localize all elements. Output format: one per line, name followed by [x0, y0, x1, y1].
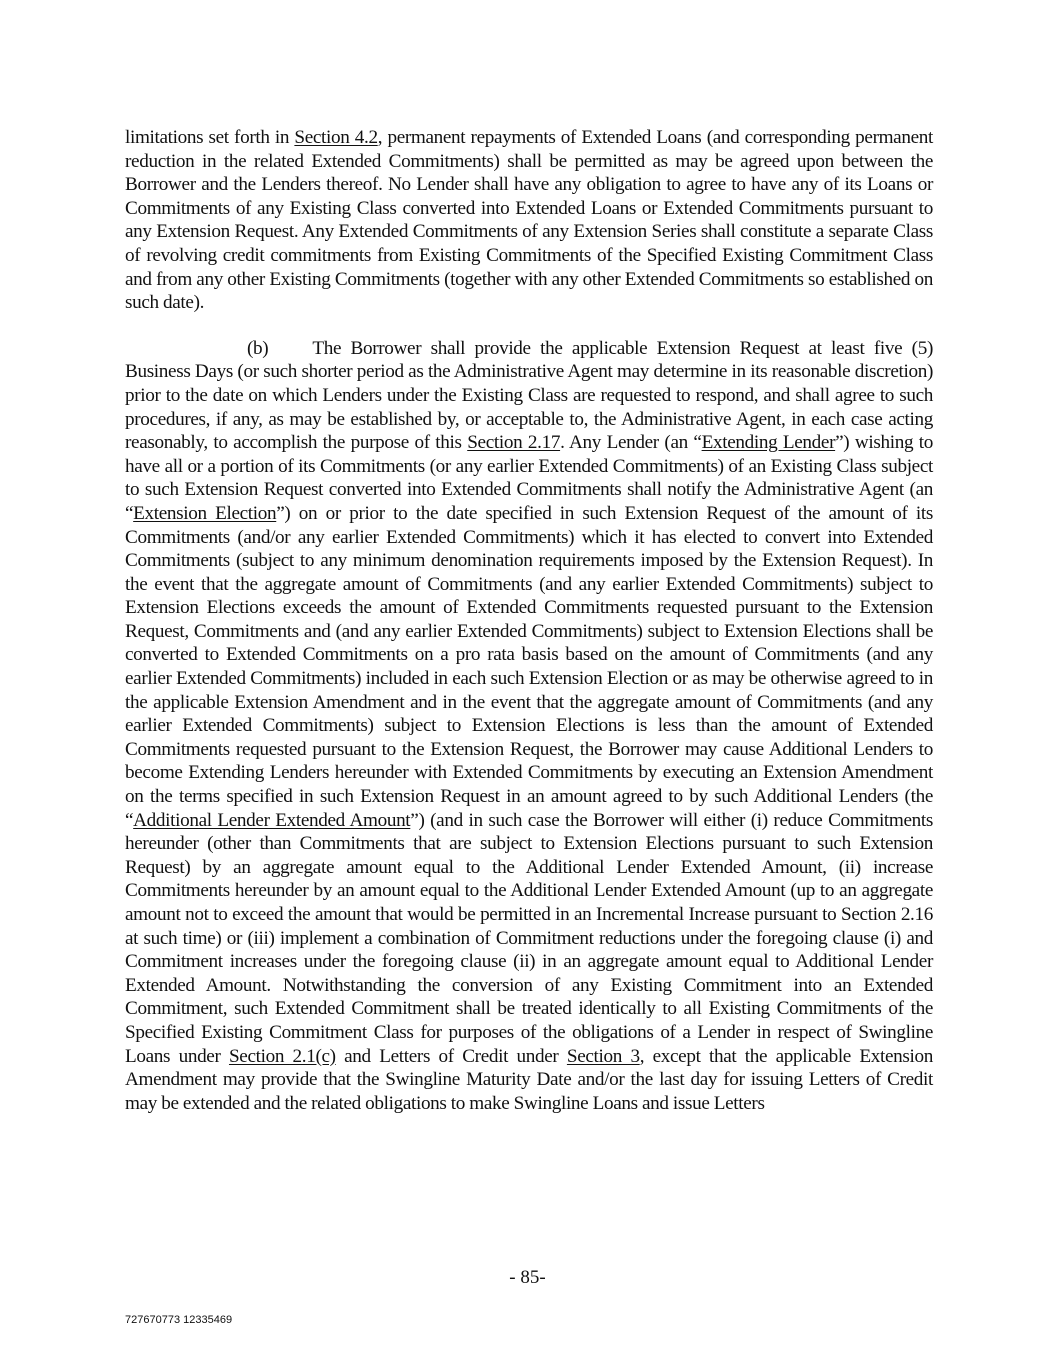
paragraph-text: , except that the applicable Extension Amendment may provide that the Swingline Maturity Date and/or the last day for issuing Letters of Credit may be extended and the related obligations to make Swingline Loans and issue Letters — [125, 1045, 934, 1114]
section-reference: Section 4.2 — [294, 127, 378, 148]
defined-term: Extending Lender — [701, 432, 836, 454]
paragraph-text: The Borrower shall provide the applicable Extension Request at least five (5) Business Days (or such shorter period as the Administrative Agent may determine in its reasonable discretion) prior to the date on which Lenders under the Existing Class are requested to respond, and shall agree to such procedures, if any, as may be established by, or acceptable to, the Administrative Agent, in each case acting reasonably, to accomplish the purpose of this — [125, 337, 933, 454]
paragraph-text: ”) on or prior to the date specified in such Extension Request of the amount of its Commitments (and/or any earlier Extended Commitments) which it has elected to convert into Extended Commitments (subject to any minimum denomination requirements imposed by the Extension Request). In the event that the aggregate amount of Commitments (and any earlier Extended Commitments) subject to Extension Elections exceeds the amount of Extended Commitments requested pursuant to the Extension Request, Commitments and (and any earlier Extended Commitments) subject to Extension Elections shall be converted to Extended Commitments on a pro rata basis based on the amount of Commitments (and any earlier Extended Commitments) included in each such Extension Election or as may be otherwise agreed to in the applicable Extension Amendment and in the event that the aggregate amount of Commitments (and any earlier Extended Commitments) subject to Extension Elections is less than the amount of Extended Commitments requested pursuant to the Extension Request, the Borrower may cause Additional Lenders to become Extending Lenders hereunder with Extended Commitments by executing an Extension Amendment on the terms specified in such Extension Request in an amount agreed to by such Additional Lenders (the “ — [125, 502, 933, 831]
section-reference: Section 2.1(c) — [228, 1045, 336, 1067]
paragraph-text: and Letters of Credit under — [335, 1045, 567, 1067]
paragraph-text: ”) wishing to have all or a portion of its Commitments (or any earlier Extended Commitments) of an Existing Class subject to such Extension Request converted into Extended Commitments shall notify the Administrative Agent (an “ — [125, 432, 934, 524]
document-id: 727670773 12335469 — [125, 1314, 233, 1326]
paragraph-text: . Any Lender (an “ — [560, 432, 702, 454]
document-body — [125, 126, 933, 1115]
paragraph-text: ”) (and in such case the Borrower will either (i) reduce Commitments hereunder (other than Commitments that are subject to Extension Elections pursuant to such Extension Request) by an aggregate amount equal to the Additional Lender Extended Amount, (ii) increase Commitments hereunder by an amount equal to the Additional Lender Extended Amount (up to an aggregate amount not to exceed the amount that would be permitted in an Incremental Increase pursuant to Section 2.16 at such time) or (iii) implement a combination of Commitment reductions under the foregoing clause (i) and Commitment increases under the foregoing clause (ii) in an aggregate amount equal to Additional Lender Extended Amount. Notwithstanding the conversion of any Existing Commitment into an Extended Commitment, such Extended Commitment shall be treated identically to all Existing Commitments of the Specified Existing Commitment Class for purposes of the obligations of a Lender in respect of Swingline Loans under — [125, 809, 933, 1067]
page-number: - 85- — [509, 1267, 546, 1288]
paragraph-text: limitations set forth in — [125, 127, 295, 148]
clause-label: (b) — [247, 337, 269, 359]
section-reference: Section 3 — [566, 1045, 640, 1067]
paragraph-a-continued — [125, 126, 933, 315]
defined-term: Additional Lender Extended Amount — [133, 809, 411, 831]
paragraph-b — [125, 337, 933, 1116]
section-reference: Section 2.17 — [467, 432, 561, 454]
paragraph-text: , permanent repayments of Extended Loans (and corresponding permanent reduction in the related Extended Commitments) shall be permitted as may be agreed upon between the Borrower and the Lenders thereof. No Lender shall have any obligation to agree to have any of its Loans or Commitments of any Existing Class converted into Extended Loans or Extended Commitments pursuant to any Extension Request. Any Extended Commitments of any Extension Series shall constitute a separate Class of revolving credit commitments from Existing Commitments of the Specified Existing Commitment Class and from any other Existing Commitments (together with any other Extended Commitments so established on such date). — [125, 127, 933, 314]
defined-term: Extension Election — [133, 502, 277, 524]
